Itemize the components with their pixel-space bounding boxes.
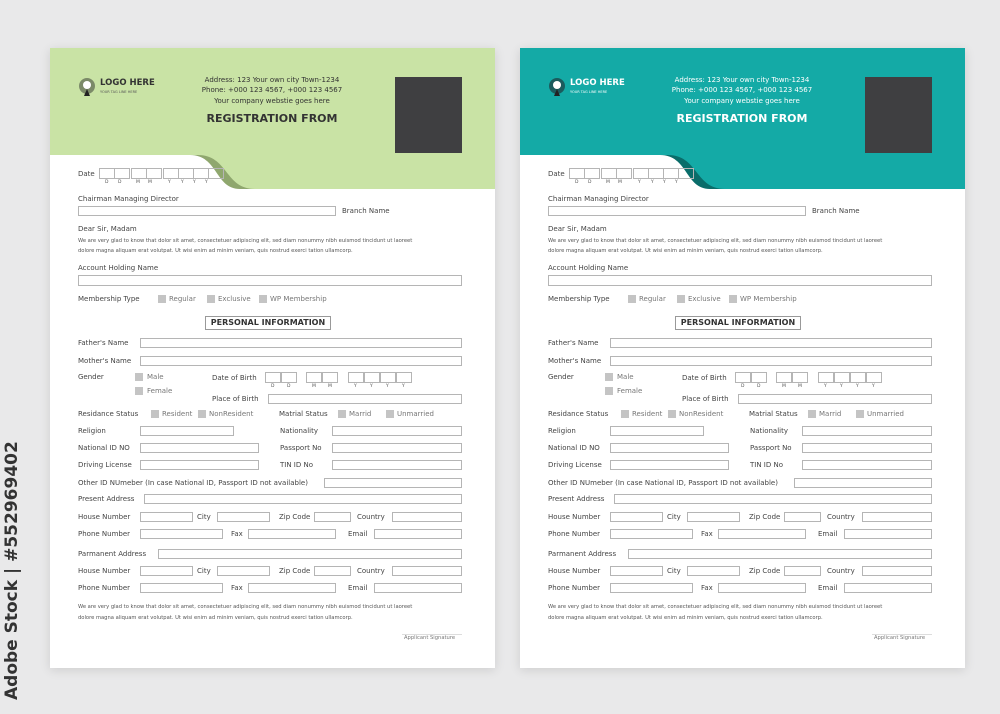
logo-tagline: YOUR TAG LINE HERE: [570, 90, 608, 94]
country-label: Country: [827, 567, 855, 575]
logo-icon: [79, 78, 95, 97]
nonresident-label: NonResident: [209, 410, 254, 418]
fax-label: Fax: [231, 584, 243, 592]
city-input[interactable]: [687, 512, 740, 522]
date-hint: Y: [168, 180, 171, 185]
section-heading: PERSONAL INFORMATION: [205, 316, 331, 330]
permanent-address-input[interactable]: [628, 549, 932, 559]
unmarried-label: Unmarried: [867, 410, 904, 418]
branch-name-label: Branch Name: [342, 207, 390, 215]
fax-input[interactable]: [718, 529, 806, 539]
father-label: Father's Name: [548, 339, 599, 347]
wp-membership-checkbox[interactable]: [259, 295, 267, 303]
mother-input[interactable]: [140, 356, 462, 366]
membership-label: Membership Type: [78, 295, 140, 303]
closing-paragraph: We are very glad to know that dolor sit amet, consectetuer adipiscing elit, sed diam nonummy nibh euismod tincidunt ut laoreet: [78, 604, 413, 610]
fax-label: Fax: [701, 530, 713, 538]
dob-hint: Y: [370, 384, 373, 389]
form-title: REGISTRATION FROM: [676, 112, 808, 125]
email-label: Email: [818, 530, 838, 538]
date-box[interactable]: [178, 168, 194, 179]
fax-label: Fax: [231, 530, 243, 538]
nid-input[interactable]: [610, 443, 729, 453]
logo-tagline: YOUR TAG LINE HERE: [100, 90, 138, 94]
zip-label: Zip Code: [279, 567, 311, 575]
regular-label: Regular: [169, 295, 196, 303]
pob-label: Place of Birth: [682, 395, 729, 403]
dob-label: Date of Birth: [682, 374, 727, 382]
form-title: REGISTRATION FROM: [206, 112, 338, 125]
present-address-input[interactable]: [144, 494, 462, 504]
intro-paragraph: We are very glad to know that dolor sit amet, consectetuer adipiscing elit, sed diam nonummy nibh euismod tincidunt ut laoreet: [548, 238, 883, 244]
nid-input[interactable]: [140, 443, 259, 453]
driving-input[interactable]: [140, 460, 259, 470]
house-input[interactable]: [140, 566, 193, 576]
logo-text: LOGO HERE: [570, 78, 625, 88]
date-label: Date: [78, 170, 95, 178]
tin-label: TIN ID No: [280, 461, 314, 469]
dob-box[interactable]: [866, 372, 882, 383]
chairman-label: Chairman Managing Director: [548, 195, 649, 203]
nid-label: National ID NO: [78, 444, 130, 452]
email-label: Email: [818, 584, 838, 592]
house-input[interactable]: [610, 566, 663, 576]
father-label: Father's Name: [78, 339, 129, 347]
nationality-input[interactable]: [332, 426, 462, 436]
registration-form-green: [50, 48, 495, 668]
fax-input[interactable]: [248, 583, 336, 593]
phone-label: Phone Number: [78, 584, 131, 592]
resident-checkbox[interactable]: [621, 410, 629, 418]
dob-hint: M: [782, 384, 786, 389]
date-hint: Y: [663, 180, 666, 185]
city-input[interactable]: [687, 566, 740, 576]
house-input[interactable]: [610, 512, 663, 522]
female-label: Female: [147, 387, 173, 395]
father-input[interactable]: [610, 338, 932, 348]
date-hint: M: [148, 180, 152, 185]
married-label: Marrid: [349, 410, 372, 418]
nationality-input[interactable]: [802, 426, 932, 436]
mother-label: Mother's Name: [548, 357, 602, 365]
city-input[interactable]: [217, 512, 270, 522]
house-input[interactable]: [140, 512, 193, 522]
dob-box[interactable]: [306, 372, 322, 383]
company-website: Your company webstie goes here: [684, 97, 800, 105]
phone-label: Phone Number: [548, 584, 601, 592]
phone-input[interactable]: [140, 529, 223, 539]
wp-membership-label: WP Membership: [270, 295, 327, 303]
married-label: Marrid: [819, 410, 842, 418]
exclusive-label: Exclusive: [218, 295, 251, 303]
house-label: House Number: [548, 513, 601, 521]
date-box[interactable]: [163, 168, 179, 179]
city-label: City: [667, 513, 681, 521]
dob-hint: Y: [824, 384, 827, 389]
dob-hint: Y: [354, 384, 357, 389]
married-checkbox[interactable]: [808, 410, 816, 418]
dob-box[interactable]: [850, 372, 866, 383]
male-label: Male: [147, 373, 164, 381]
dob-label: Date of Birth: [212, 374, 257, 382]
watermark-text: Adobe Stock | #552969402: [2, 441, 22, 700]
exclusive-label: Exclusive: [688, 295, 721, 303]
date-hint: Y: [638, 180, 641, 185]
regular-label: Regular: [639, 295, 666, 303]
zip-label: Zip Code: [279, 513, 311, 521]
zip-input[interactable]: [314, 512, 351, 522]
female-checkbox[interactable]: [135, 387, 143, 395]
dob-box[interactable]: [281, 372, 297, 383]
other-id-label: Other ID NUmeber (In case National ID, Passport ID not available): [78, 479, 308, 487]
country-input[interactable]: [862, 566, 932, 576]
gender-label: Gender: [548, 373, 574, 381]
dob-hint: D: [287, 384, 291, 389]
resident-label: Resident: [632, 410, 663, 418]
dob-hint: M: [328, 384, 332, 389]
residence-label: Residance Status: [548, 410, 609, 418]
exclusive-checkbox[interactable]: [677, 295, 685, 303]
dob-box[interactable]: [776, 372, 792, 383]
country-label: Country: [827, 513, 855, 521]
regular-checkbox[interactable]: [628, 295, 636, 303]
phone-label: Phone Number: [548, 530, 601, 538]
present-address-input[interactable]: [614, 494, 932, 504]
country-input[interactable]: [392, 512, 462, 522]
chairman-input[interactable]: [548, 206, 806, 216]
unmarried-checkbox[interactable]: [386, 410, 394, 418]
dob-box[interactable]: [751, 372, 767, 383]
email-input[interactable]: [844, 583, 932, 593]
dob-hint: M: [798, 384, 802, 389]
date-box[interactable]: [601, 168, 617, 179]
account-label: Account Holding Name: [548, 264, 629, 272]
male-label: Male: [617, 373, 634, 381]
residence-label: Residance Status: [78, 410, 139, 418]
email-label: Email: [348, 530, 368, 538]
zip-label: Zip Code: [749, 513, 781, 521]
resident-checkbox[interactable]: [151, 410, 159, 418]
dob-hint: M: [312, 384, 316, 389]
date-hint: D: [588, 180, 592, 185]
house-label: House Number: [78, 567, 131, 575]
salutation: Dear Sir, Madam: [548, 225, 607, 233]
marital-label: Matrial Status: [749, 410, 798, 418]
date-box[interactable]: [208, 168, 224, 179]
religion-input[interactable]: [610, 426, 704, 436]
company-address: Address: 123 Your own city Town-1234: [674, 76, 810, 84]
nid-label: National ID NO: [548, 444, 600, 452]
passport-input[interactable]: [332, 443, 462, 453]
chairman-input[interactable]: [78, 206, 336, 216]
date-box[interactable]: [114, 168, 130, 179]
date-hint: D: [575, 180, 579, 185]
email-input[interactable]: [374, 583, 462, 593]
zip-input[interactable]: [314, 566, 351, 576]
date-box[interactable]: [99, 168, 115, 179]
pob-label: Place of Birth: [212, 395, 259, 403]
date-hint: Y: [193, 180, 196, 185]
dob-hint: Y: [856, 384, 859, 389]
phone-label: Phone Number: [78, 530, 131, 538]
dob-hint: Y: [872, 384, 875, 389]
dob-box[interactable]: [396, 372, 412, 383]
dob-hint: D: [757, 384, 761, 389]
permanent-address-label: Parmanent Address: [78, 550, 147, 558]
membership-label: Membership Type: [548, 295, 610, 303]
driving-label: Driving License: [78, 461, 132, 469]
date-hint: M: [606, 180, 610, 185]
male-checkbox[interactable]: [605, 373, 613, 381]
email-input[interactable]: [844, 529, 932, 539]
signature-label: Applicant Signature: [874, 635, 926, 641]
exclusive-checkbox[interactable]: [207, 295, 215, 303]
phone-input[interactable]: [610, 529, 693, 539]
permanent-address-label: Parmanent Address: [548, 550, 617, 558]
date-hint: M: [136, 180, 140, 185]
section-heading: PERSONAL INFORMATION: [675, 316, 801, 330]
nonresident-checkbox[interactable]: [198, 410, 206, 418]
company-phone: Phone: +000 123 4567, +000 123 4567: [671, 86, 813, 94]
mother-input[interactable]: [610, 356, 932, 366]
present-address-label: Present Address: [548, 495, 605, 503]
date-box[interactable]: [584, 168, 600, 179]
city-label: City: [667, 567, 681, 575]
marital-label: Matrial Status: [279, 410, 328, 418]
logo-icon: [549, 78, 565, 97]
country-input[interactable]: [862, 512, 932, 522]
house-label: House Number: [548, 567, 601, 575]
married-checkbox[interactable]: [338, 410, 346, 418]
account-input[interactable]: [548, 275, 932, 286]
dob-box[interactable]: [792, 372, 808, 383]
wp-membership-checkbox[interactable]: [729, 295, 737, 303]
permanent-address-input[interactable]: [158, 549, 462, 559]
present-address-label: Present Address: [78, 495, 135, 503]
country-label: Country: [357, 513, 385, 521]
dob-hint: D: [271, 384, 275, 389]
phone-input[interactable]: [140, 583, 223, 593]
date-box[interactable]: [633, 168, 649, 179]
pob-input[interactable]: [738, 394, 932, 404]
tin-label: TIN ID No: [750, 461, 784, 469]
gender-label: Gender: [78, 373, 104, 381]
religion-label: Religion: [78, 427, 106, 435]
wp-membership-label: WP Membership: [740, 295, 797, 303]
city-label: City: [197, 567, 211, 575]
registration-form-teal: [520, 48, 965, 668]
passport-input[interactable]: [802, 443, 932, 453]
dob-hint: Y: [840, 384, 843, 389]
zip-label: Zip Code: [749, 567, 781, 575]
date-hint: D: [118, 180, 122, 185]
intro-paragraph: dolore magna aliquam erat volutpat. Ut wisi enim ad minim veniam, quis nostrud exerci tation ullamcorp.: [548, 248, 823, 254]
country-input[interactable]: [392, 566, 462, 576]
chairman-label: Chairman Managing Director: [78, 195, 179, 203]
zip-input[interactable]: [784, 566, 821, 576]
dob-hint: D: [741, 384, 745, 389]
tin-input[interactable]: [802, 460, 932, 470]
date-box[interactable]: [616, 168, 632, 179]
dob-box[interactable]: [818, 372, 834, 383]
date-box[interactable]: [131, 168, 147, 179]
passport-label: Passport No: [750, 444, 792, 452]
company-phone: Phone: +000 123 4567, +000 123 4567: [201, 86, 343, 94]
unmarried-label: Unmarried: [397, 410, 434, 418]
date-box[interactable]: [193, 168, 209, 179]
dob-box[interactable]: [380, 372, 396, 383]
nonresident-label: NonResident: [679, 410, 724, 418]
logo-text: LOGO HERE: [100, 78, 155, 88]
branch-name-label: Branch Name: [812, 207, 860, 215]
date-hint: Y: [651, 180, 654, 185]
date-hint: Y: [205, 180, 208, 185]
fax-input[interactable]: [718, 583, 806, 593]
date-hint: M: [618, 180, 622, 185]
dob-box[interactable]: [364, 372, 380, 383]
driving-label: Driving License: [548, 461, 602, 469]
dob-hint: Y: [402, 384, 405, 389]
female-checkbox[interactable]: [605, 387, 613, 395]
date-box[interactable]: [569, 168, 585, 179]
email-label: Email: [348, 584, 368, 592]
male-checkbox[interactable]: [135, 373, 143, 381]
closing-paragraph: We are very glad to know that dolor sit amet, consectetuer adipiscing elit, sed diam nonummy nibh euismod tincidunt ut laoreet: [548, 604, 883, 610]
dob-box[interactable]: [348, 372, 364, 383]
other-id-input[interactable]: [794, 478, 932, 488]
unmarried-checkbox[interactable]: [856, 410, 864, 418]
religion-label: Religion: [548, 427, 576, 435]
dob-box[interactable]: [735, 372, 751, 383]
driving-input[interactable]: [610, 460, 729, 470]
nationality-label: Nationality: [750, 427, 789, 435]
date-hint: Y: [181, 180, 184, 185]
dob-hint: Y: [386, 384, 389, 389]
closing-paragraph: dolore magna aliquam erat volutpat. Ut wisi enim ad minim veniam, quis nostrud exerci tation ullamcorp.: [78, 615, 353, 621]
house-label: House Number: [78, 513, 131, 521]
regular-checkbox[interactable]: [158, 295, 166, 303]
mother-label: Mother's Name: [78, 357, 132, 365]
date-box[interactable]: [146, 168, 162, 179]
date-label: Date: [548, 170, 565, 178]
city-input[interactable]: [217, 566, 270, 576]
closing-paragraph: dolore magna aliquam erat volutpat. Ut wisi enim ad minim veniam, quis nostrud exerci tation ullamcorp.: [548, 615, 823, 621]
date-box[interactable]: [663, 168, 679, 179]
date-box[interactable]: [648, 168, 664, 179]
country-label: Country: [357, 567, 385, 575]
nationality-label: Nationality: [280, 427, 319, 435]
account-input[interactable]: [78, 275, 462, 286]
other-id-input[interactable]: [324, 478, 462, 488]
salutation: Dear Sir, Madam: [78, 225, 137, 233]
email-input[interactable]: [374, 529, 462, 539]
signature-label: Applicant Signature: [404, 635, 456, 641]
dob-box[interactable]: [265, 372, 281, 383]
date-box[interactable]: [678, 168, 694, 179]
nonresident-checkbox[interactable]: [668, 410, 676, 418]
city-label: City: [197, 513, 211, 521]
dob-box[interactable]: [834, 372, 850, 383]
zip-input[interactable]: [784, 512, 821, 522]
company-website: Your company webstie goes here: [214, 97, 330, 105]
dob-box[interactable]: [322, 372, 338, 383]
photo-placeholder[interactable]: [395, 77, 462, 153]
company-address: Address: 123 Your own city Town-1234: [204, 76, 340, 84]
date-hint: D: [105, 180, 109, 185]
intro-paragraph: We are very glad to know that dolor sit amet, consectetuer adipiscing elit, sed diam nonummy nibh euismod tincidunt ut laoreet: [78, 238, 413, 244]
date-hint: Y: [675, 180, 678, 185]
female-label: Female: [617, 387, 643, 395]
account-label: Account Holding Name: [78, 264, 159, 272]
fax-label: Fax: [701, 584, 713, 592]
tin-input[interactable]: [332, 460, 462, 470]
pob-input[interactable]: [268, 394, 462, 404]
other-id-label: Other ID NUmeber (In case National ID, Passport ID not available): [548, 479, 778, 487]
intro-paragraph: dolore magna aliquam erat volutpat. Ut wisi enim ad minim veniam, quis nostrud exerci tation ullamcorp.: [78, 248, 353, 254]
passport-label: Passport No: [280, 444, 322, 452]
religion-input[interactable]: [140, 426, 234, 436]
father-input[interactable]: [140, 338, 462, 348]
phone-input[interactable]: [610, 583, 693, 593]
fax-input[interactable]: [248, 529, 336, 539]
photo-placeholder[interactable]: [865, 77, 932, 153]
resident-label: Resident: [162, 410, 193, 418]
